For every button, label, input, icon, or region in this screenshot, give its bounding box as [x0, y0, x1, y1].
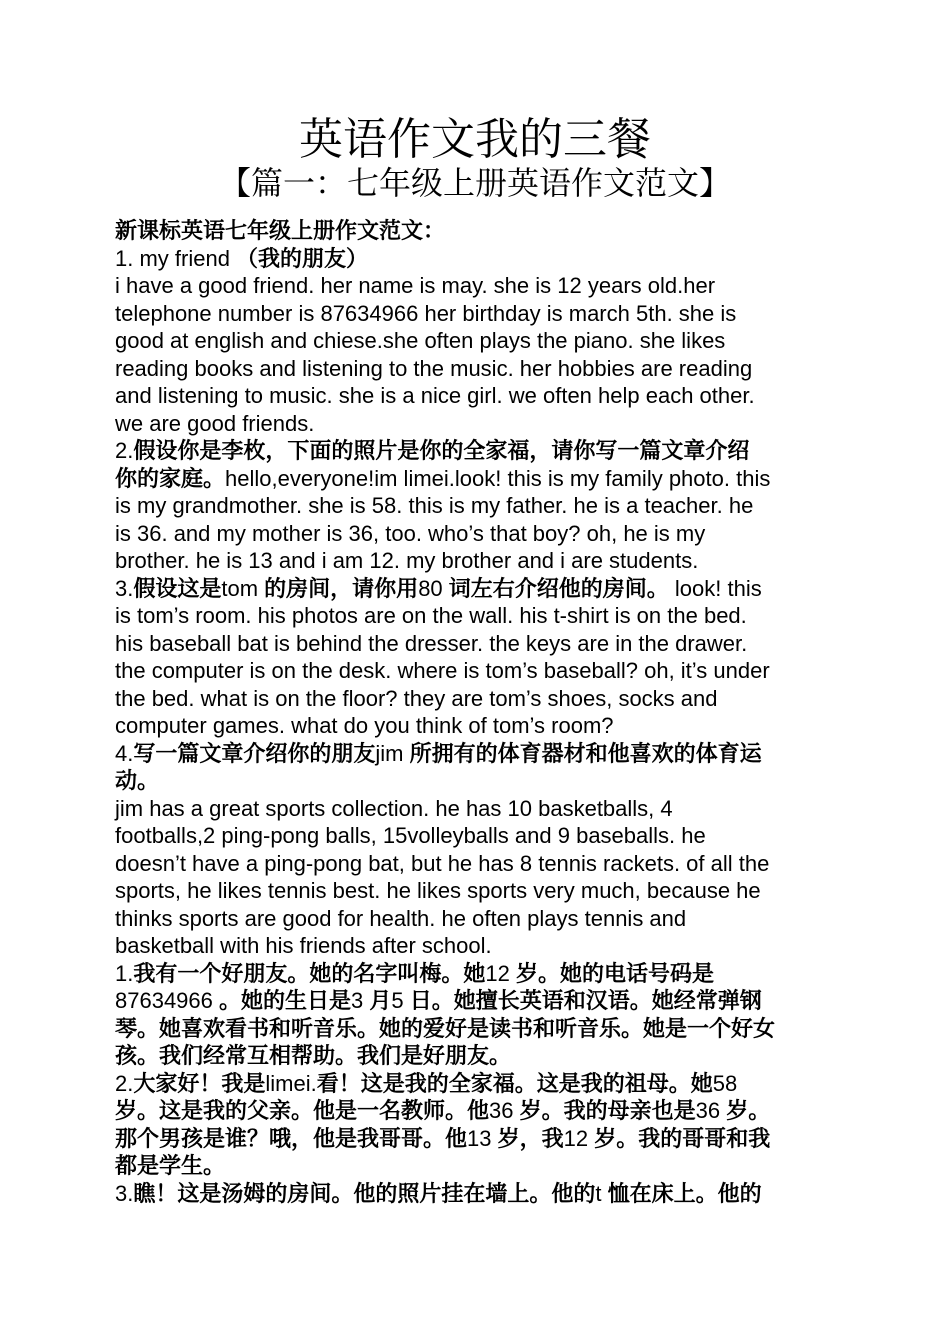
text-line	[115, 1015, 840, 1043]
document-subtitle: 【篇一：七年级上册英语作文范文】	[218, 165, 731, 201]
text-segment: 12	[563, 1125, 595, 1151]
text-segment: 3.	[115, 575, 134, 601]
text-segment: 2.	[115, 1070, 134, 1096]
text-segment: 58	[712, 1070, 738, 1096]
text-segment: 琴。她喜欢看书和听音乐。她的爱好是读书和听音乐。她是一个好女	[115, 1015, 776, 1041]
text-segment: 4.	[115, 740, 134, 766]
text-segment: 80	[418, 575, 449, 601]
text-segment: 假设这是	[133, 575, 222, 601]
text-segment: look! this	[668, 575, 762, 601]
text-segment: 1. my friend	[115, 245, 237, 271]
document-title: 英语作文我的三餐	[299, 115, 651, 164]
text-segment: 3.	[115, 1180, 134, 1206]
text-line	[115, 245, 840, 273]
text-line	[115, 1152, 840, 1180]
text-segment: is 36. and my mother is 36, too. who’s that boy? oh, he is my	[115, 520, 706, 546]
text-segment: 词左右介绍他的房间。	[448, 575, 669, 601]
text-line	[115, 877, 840, 905]
text-segment: 1.	[115, 960, 134, 986]
text-segment: and listening to music. she is a nice girl. we often help each other.	[115, 383, 755, 408]
text-line	[115, 410, 840, 438]
text-segment: 都是学生。	[115, 1153, 226, 1178]
text-segment: 36	[489, 1098, 520, 1123]
text-segment: 13	[467, 1125, 498, 1151]
text-line	[115, 327, 840, 355]
text-line	[115, 492, 840, 520]
text-segment: tom	[221, 575, 265, 601]
text-line	[115, 1042, 840, 1070]
text-segment: 日。她擅长英语和汉语。她经常弹钢	[409, 988, 762, 1013]
text-line	[115, 602, 840, 630]
text-segment: sports, he likes tennis best. he likes sports very much, because he	[115, 878, 761, 903]
text-segment: 。她的生日是	[219, 988, 352, 1013]
text-segment: footballs,2 ping-pong balls, 15volleyballs and 9 baseballs. he	[115, 823, 706, 848]
text-segment: 孩。我们经常互相帮助。我们是好朋友。	[115, 1043, 512, 1068]
text-segment: 月	[369, 988, 392, 1013]
text-segment: 我有一个好朋友。她的名字叫梅。她	[133, 960, 486, 986]
text-segment: 大家好！我是	[133, 1070, 266, 1096]
text-line	[115, 1070, 840, 1098]
text-line	[115, 657, 840, 685]
text-line	[115, 355, 840, 383]
text-line	[115, 712, 840, 740]
text-segment: thinks sports are good for health. he often plays tennis and	[115, 905, 687, 931]
text-segment: 3	[351, 988, 370, 1013]
text-line	[115, 795, 840, 823]
text-segment: 2.	[115, 438, 134, 463]
text-segment: 你的家庭。	[115, 465, 226, 491]
text-segment: brother. he is 13 and i am 12. my brother and i are students.	[115, 548, 699, 573]
text-line	[115, 685, 840, 713]
text-segment: 岁。我的哥哥和我	[594, 1125, 771, 1151]
text-line	[115, 1097, 840, 1125]
text-line	[115, 822, 840, 850]
text-line	[115, 932, 840, 960]
text-segment: we are good friends.	[115, 410, 315, 436]
text-segment: jim	[375, 740, 410, 766]
text-line	[115, 437, 840, 465]
text-segment: 所拥有的体育器材和他喜欢的体育运	[409, 740, 762, 766]
text-line	[115, 217, 840, 245]
text-segment: 写一篇文章介绍你的朋友	[133, 740, 376, 766]
text-segment: 看！这是我的全家福。这是我的祖母。她	[316, 1070, 713, 1096]
text-line	[115, 465, 840, 493]
text-segment: （我的朋友）	[236, 245, 369, 271]
text-segment: telephone number is 87634966 her birthday is march 5th. she is	[115, 300, 737, 326]
text-segment: 的房间，请你用	[264, 575, 419, 601]
text-segment: 岁。她的电话号码是	[515, 960, 714, 986]
text-segment: i have a good friend. her name is may. she is 12 years old.her	[115, 273, 716, 298]
text-segment: 岁。	[726, 1098, 771, 1123]
text-line	[115, 520, 840, 548]
text-segment: basketball with his friends after school.	[115, 933, 492, 958]
text-line	[115, 850, 840, 878]
document-body	[115, 217, 840, 1207]
text-segment: 岁。我的母亲也是	[519, 1098, 696, 1123]
text-segment: 5	[391, 988, 410, 1013]
text-segment: good at english and chiese.she often plays the piano. she likes	[115, 328, 726, 353]
text-segment: hello,everyone!im limei.look! this is my family photo. this	[225, 465, 771, 491]
text-segment: is tom’s room. his photos are on the wall. his t-shirt is on the bed.	[115, 603, 747, 628]
text-line	[115, 987, 840, 1015]
text-line	[115, 547, 840, 575]
text-segment: limei.	[265, 1070, 317, 1096]
text-line	[115, 300, 840, 328]
text-segment: 动。	[115, 768, 160, 793]
text-segment: 瞧！这是汤姆的房间。他的照片挂在墙上。他的	[133, 1180, 596, 1206]
text-line	[115, 575, 840, 603]
text-segment: the computer is on the desk. where is tom’s baseball? oh, it’s under	[115, 658, 770, 683]
text-segment: 12	[485, 960, 516, 986]
text-line	[115, 1180, 840, 1208]
text-segment: his baseball bat is behind the dresser. the keys are in the drawer.	[115, 630, 748, 656]
text-segment: is my grandmother. she is 58. this is my father. he is a teacher. he	[115, 493, 754, 518]
text-segment: 岁。这是我的父亲。他是一名教师。他	[115, 1098, 490, 1123]
text-segment: 假设你是李枚，下面的照片是你的全家福，请你写一篇文章介绍	[133, 438, 750, 463]
text-segment: the bed. what is on the floor? they are tom’s shoes, socks and	[115, 685, 718, 711]
text-segment: 岁，我	[497, 1125, 564, 1151]
text-segment: 87634966	[115, 988, 219, 1013]
text-line	[115, 960, 840, 988]
text-line	[115, 905, 840, 933]
text-line	[115, 630, 840, 658]
text-segment: doesn’t have a ping-pong bat, but he has 8 tennis rackets. of all the	[115, 850, 770, 876]
text-line	[115, 740, 840, 768]
text-segment: jim has a great sports collection. he has 10 basketballs, 4	[115, 795, 673, 821]
text-line	[115, 767, 840, 795]
text-line	[115, 272, 840, 300]
text-segment: 新课标英语七年级上册作文范文：	[115, 218, 446, 243]
text-segment: 恤在床上。他的	[607, 1180, 762, 1206]
text-line	[115, 382, 840, 410]
text-segment: computer games. what do you think of tom’s room?	[115, 713, 614, 738]
text-segment: t	[595, 1180, 608, 1206]
text-segment: reading books and listening to the music. her hobbies are reading	[115, 355, 753, 381]
text-segment: 那个男孩是谁？哦，他是我哥哥。他	[115, 1125, 468, 1151]
text-line	[115, 1125, 840, 1153]
text-segment: 36	[695, 1098, 727, 1123]
